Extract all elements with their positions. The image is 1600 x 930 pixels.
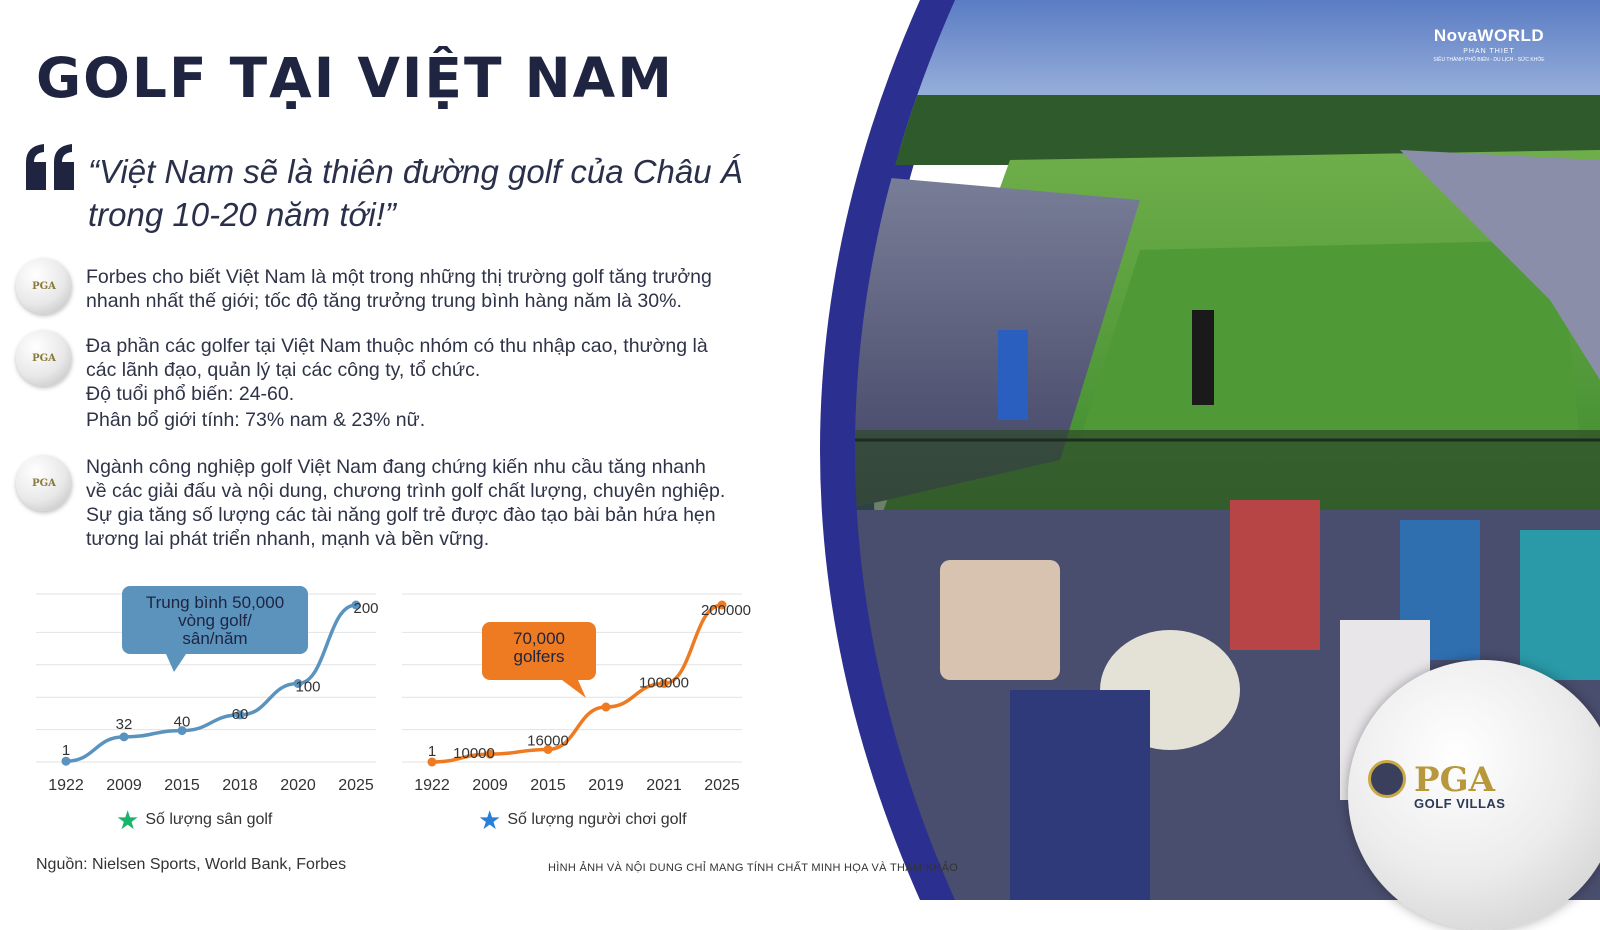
callout-text: sân/năm bbox=[182, 629, 248, 648]
golf-ball-icon bbox=[16, 258, 72, 314]
source-note: Nguồn: Nielsen Sports, World Bank, Forbes bbox=[36, 856, 347, 873]
golf-courses-chart bbox=[36, 570, 386, 810]
legend-label: Số lượng người chơi golf bbox=[507, 811, 687, 828]
callout-text: vòng golf/ bbox=[178, 611, 252, 630]
star-icon: ★ bbox=[478, 805, 502, 835]
data-label: 16000 bbox=[527, 732, 569, 750]
ball-logo-text: PGA bbox=[32, 352, 56, 364]
novaworld-logo bbox=[1414, 26, 1564, 76]
data-label: 1 bbox=[61, 742, 71, 760]
data-point bbox=[602, 703, 611, 712]
golf-players-chart bbox=[402, 570, 752, 810]
bullet-line: Đa phần các golfer tại Việt Nam thuộc nhóm có thu nhập cao, thường là bbox=[86, 335, 708, 357]
chart-legend bbox=[478, 805, 687, 835]
chart-legend bbox=[116, 805, 273, 835]
bullet-text bbox=[86, 455, 776, 551]
pga-logo-text: PGA bbox=[1414, 760, 1495, 800]
callout-tail bbox=[562, 680, 586, 698]
golf-ball-icon bbox=[16, 455, 72, 511]
bullet-line: các lãnh đạo, quản lý tại các công ty, tổ chức. bbox=[86, 359, 481, 381]
x-tick-label: 2018 bbox=[222, 777, 258, 794]
x-tick-label: 2021 bbox=[646, 777, 682, 794]
ball-logo-text: PGA bbox=[32, 477, 56, 489]
logo-location: PHAN THIET bbox=[1463, 48, 1515, 55]
bullet-line: Sự gia tăng số lượng các tài năng golf trẻ được đào tạo bài bản hứa hẹn bbox=[86, 504, 716, 526]
data-label: 32 bbox=[115, 715, 133, 733]
logo-tagline: SIÊU THÀNH PHỐ BIỂN - DU LỊCH - SỨC KHỎE bbox=[1433, 57, 1545, 63]
star-icon: ★ bbox=[116, 805, 140, 835]
data-point bbox=[120, 732, 129, 741]
data-label: 60 bbox=[231, 705, 249, 723]
x-tick-label: 2015 bbox=[164, 777, 200, 794]
legend-label: Số lượng sân golf bbox=[145, 811, 273, 828]
bullet-line: tương lai phát triển nhanh, mạnh và bền vững. bbox=[86, 528, 490, 550]
x-tick-label: 2025 bbox=[704, 777, 740, 794]
x-tick-label: 2015 bbox=[530, 777, 566, 794]
data-label: 40 bbox=[173, 713, 191, 731]
page-title: GOLF TẠI VIỆT NAM bbox=[36, 46, 674, 110]
callout-text: golfers bbox=[513, 647, 565, 666]
bullet-line: Forbes cho biết Việt Nam là một trong những thị trường golf tăng trưởng bbox=[86, 266, 712, 288]
bullet-line: nhanh nhất thế giới; tốc độ tăng trưởng trung bình hàng năm là 30%. bbox=[86, 290, 682, 312]
logo-brand: NovaWORLD bbox=[1433, 26, 1545, 45]
bullet-text bbox=[86, 334, 776, 432]
bullet-line: Phân bổ giới tính: 73% nam & 23% nữ. bbox=[86, 409, 426, 431]
callout-text: Trung bình 50,000 bbox=[145, 593, 285, 612]
bullet-line: Ngành công nghiệp golf Việt Nam đang chứng kiến nhu cầu tăng nhanh bbox=[86, 456, 706, 478]
ball-logo-text: PGA bbox=[32, 280, 56, 292]
bullet-line: Độ tuổi phổ biến: 24-60. bbox=[86, 383, 295, 405]
callout-tail bbox=[166, 654, 186, 672]
golf-ball-icon bbox=[16, 330, 72, 386]
bullet-text bbox=[86, 265, 776, 313]
x-tick-label: 1922 bbox=[414, 777, 450, 794]
data-label: 200 bbox=[353, 600, 379, 617]
pga-logo-sub: GOLF VILLAS bbox=[1414, 796, 1506, 811]
data-label: 1 bbox=[427, 742, 437, 760]
data-label: 200000 bbox=[700, 602, 752, 619]
data-label: 10000 bbox=[453, 745, 495, 763]
x-tick-label: 2019 bbox=[588, 777, 624, 794]
disclaimer: HÌNH ẢNH VÀ NỘI DUNG CHỈ MANG TÍNH CHẤT MINH HỌA VÀ THAM KHẢO bbox=[548, 862, 959, 874]
data-label: 100 bbox=[295, 678, 321, 696]
x-tick-label: 2009 bbox=[472, 777, 508, 794]
x-tick-label: 1922 bbox=[48, 777, 84, 794]
pga-emblem-icon bbox=[1368, 760, 1406, 798]
quote-icon bbox=[22, 140, 80, 198]
x-tick-label: 2009 bbox=[106, 777, 142, 794]
data-label: 100000 bbox=[638, 674, 690, 692]
callout-text: 70,000 bbox=[513, 629, 565, 648]
bullet-line: về các giải đấu và nội dung, chương trình golf chất lượng, chuyên nghiệp. bbox=[86, 480, 726, 502]
x-tick-label: 2020 bbox=[280, 777, 316, 794]
x-tick-label: 2025 bbox=[338, 777, 374, 794]
headline-quote: “Việt Nam sẽ là thiên đường golf của Châu Á trong 10-20 năm tới!” bbox=[88, 153, 743, 233]
